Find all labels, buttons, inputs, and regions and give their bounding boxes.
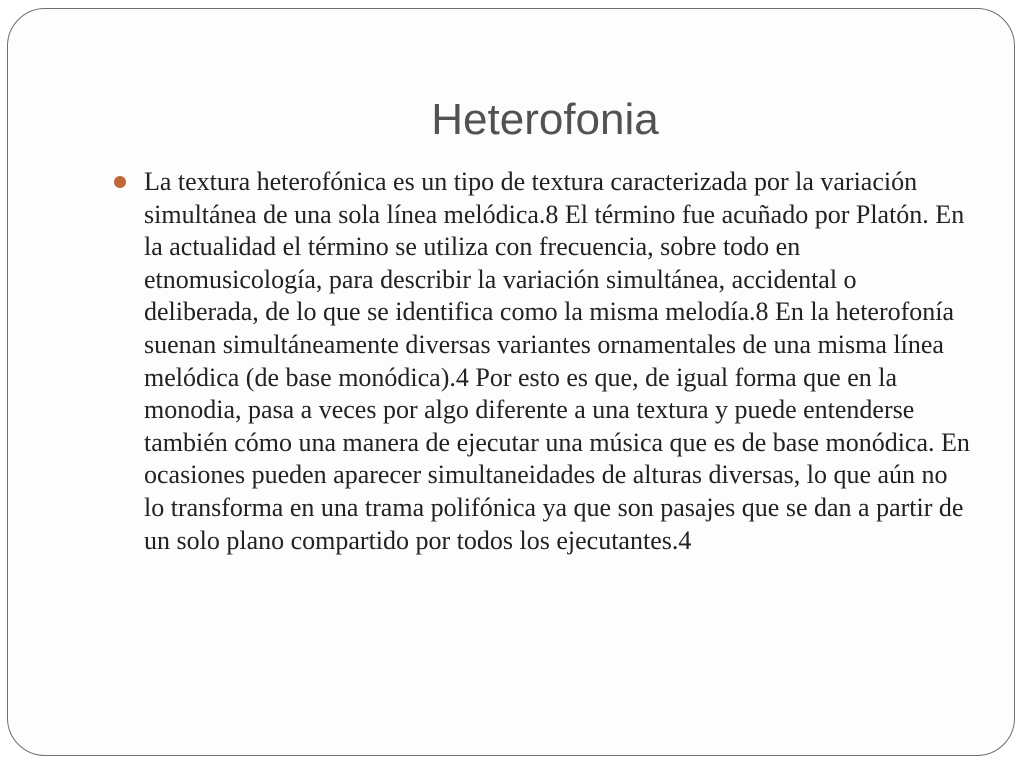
bullet-text: La textura heterofónica es un tipo de textura caracterizada por la variación simultánea de una sola línea melódica.8 El término fue acuñado por Platón. En la actualidad el término se utiliza con frecuencia, sobre todo en etnomusicología, para describir la variación simultánea, accidental o deliberada, de lo que se identifica como la misma melodía.8 En la heterofonía suenan simultáneamente diversas variantes ornamentales de una misma línea melódica (de base monódica).4 Por esto es que, de igual forma que en la monodia, pasa a veces por algo diferente a una textura y puede entenderse también cómo una manera de ejecutar una música que es de base monódica. En ocasiones pueden aparecer simultaneidades de alturas diversas, lo que aún no lo transforma en una trama polifónica ya que son pasajes que se dan a partir de un solo plano compartido por todos los ejecutantes.4 [144,167,970,555]
bullet-item [114,166,972,557]
slide-title: Heterofonia [431,95,659,144]
bullet-list [114,166,972,557]
bullet-icon [114,176,126,188]
